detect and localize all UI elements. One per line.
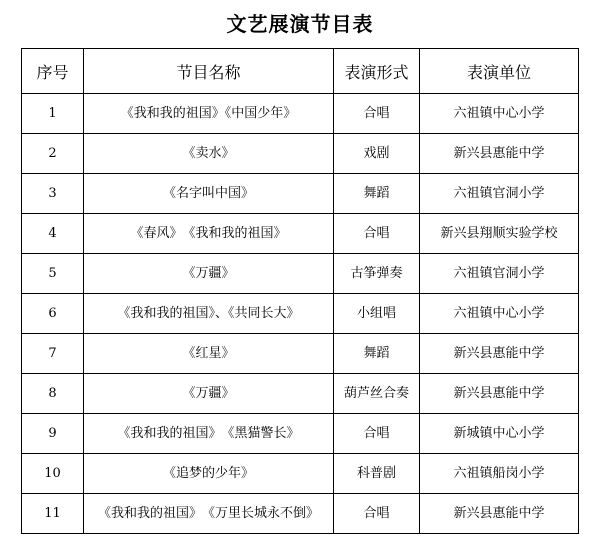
- program-table: [21, 48, 579, 534]
- cell-unit: 六祖镇中心小学: [420, 94, 579, 134]
- cell-name: 《追梦的少年》: [84, 454, 334, 494]
- cell-unit: 六祖镇船岗小学: [420, 454, 579, 494]
- table-row: [22, 294, 579, 334]
- table-row: [22, 214, 579, 254]
- table-row: [22, 134, 579, 174]
- header-form: 表演形式: [334, 49, 420, 94]
- table-header-row: [22, 49, 579, 94]
- header-name: 节目名称: [84, 49, 334, 94]
- cell-name: 《卖水》: [84, 134, 334, 174]
- cell-form: 葫芦丝合奏: [334, 374, 420, 414]
- cell-unit: 六祖镇中心小学: [420, 294, 579, 334]
- cell-form: 舞蹈: [334, 334, 420, 374]
- cell-form: 舞蹈: [334, 174, 420, 214]
- cell-form: 合唱: [334, 214, 420, 254]
- cell-name: 《我和我的祖国》 《万里长城永不倒》: [84, 494, 334, 534]
- header-unit: 表演单位: [420, 49, 579, 94]
- cell-form: 科普剧: [334, 454, 420, 494]
- cell-unit: 新兴县惠能中学: [420, 134, 579, 174]
- cell-name: 《名字叫中国》: [84, 174, 334, 214]
- cell-unit: 六祖镇官洞小学: [420, 174, 579, 214]
- cell-no: 1: [22, 94, 84, 134]
- cell-unit: 六祖镇官洞小学: [420, 254, 579, 294]
- cell-no: 8: [22, 374, 84, 414]
- cell-no: 6: [22, 294, 84, 334]
- cell-no: 9: [22, 414, 84, 454]
- table-row: [22, 94, 579, 134]
- cell-unit: 新兴县惠能中学: [420, 334, 579, 374]
- table-row: [22, 494, 579, 534]
- cell-unit: 新兴县翔顺实验学校: [420, 214, 579, 254]
- table-row: [22, 334, 579, 374]
- table-row: [22, 374, 579, 414]
- table-row: [22, 414, 579, 454]
- cell-no: 5: [22, 254, 84, 294]
- cell-no: 10: [22, 454, 84, 494]
- cell-name: 《万疆》: [84, 374, 334, 414]
- cell-name: 《红星》: [84, 334, 334, 374]
- cell-form: 古筝弹奏: [334, 254, 420, 294]
- cell-form: 合唱: [334, 94, 420, 134]
- cell-name: 《我和我的祖国》、《共同长大》: [84, 294, 334, 334]
- cell-form: 戏剧: [334, 134, 420, 174]
- table-row: [22, 454, 579, 494]
- cell-no: 11: [22, 494, 84, 534]
- table-row: [22, 174, 579, 214]
- cell-no: 7: [22, 334, 84, 374]
- table-row: [22, 254, 579, 294]
- cell-name: 《万疆》: [84, 254, 334, 294]
- cell-name: 《我和我的祖国》 《黑猫警长》: [84, 414, 334, 454]
- cell-unit: 新城镇中心小学: [420, 414, 579, 454]
- cell-form: 小组唱: [334, 294, 420, 334]
- cell-no: 3: [22, 174, 84, 214]
- header-no: 序号: [22, 49, 84, 94]
- cell-no: 4: [22, 214, 84, 254]
- cell-unit: 新兴县惠能中学: [420, 374, 579, 414]
- cell-no: 2: [22, 134, 84, 174]
- cell-unit: 新兴县惠能中学: [420, 494, 579, 534]
- cell-name: 《春风》 《我和我的祖国》: [84, 214, 334, 254]
- cell-name: 《我和我的祖国》《中国少年》: [84, 94, 334, 134]
- cell-form: 合唱: [334, 494, 420, 534]
- cell-form: 合唱: [334, 414, 420, 454]
- document-title: 文艺展演节目表: [226, 12, 374, 36]
